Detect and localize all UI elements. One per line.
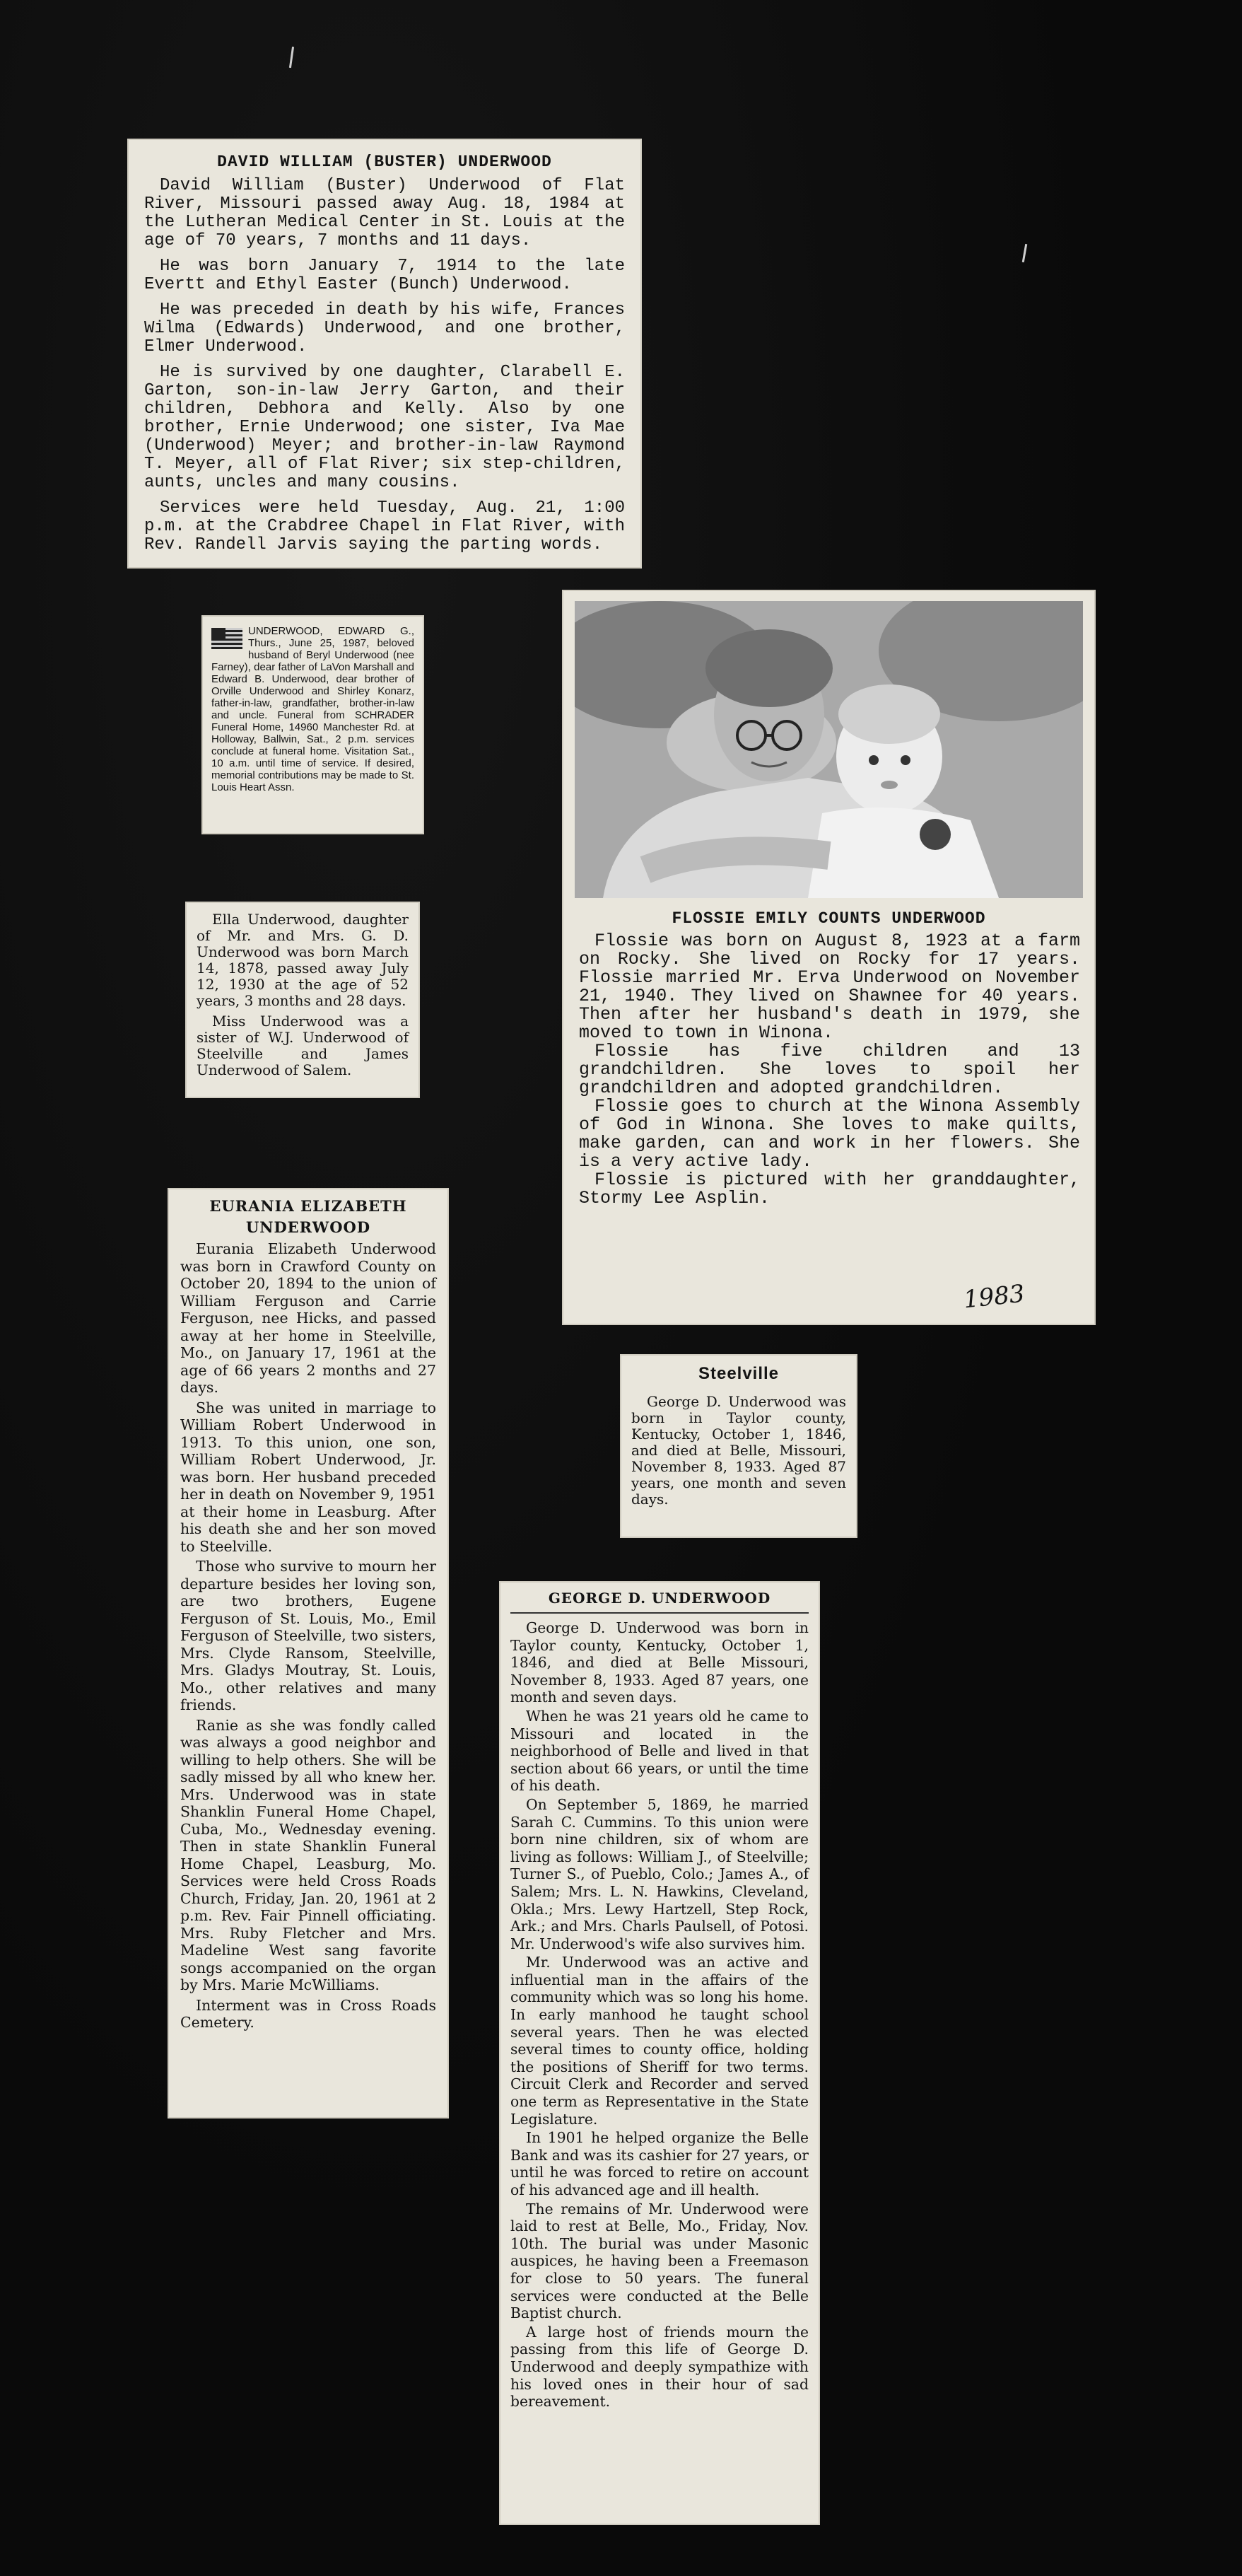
paragraph: He was preceded in death by his wife, Frances Wilma (Edwards) Underwood, and one brother, Elmer Underwood. — [144, 301, 625, 356]
notice-text: UNDERWOOD, EDWARD G., Thurs., June 25, 1987, beloved husband of Beryl Underwood (nee Farney), dear father of LaVon Marshall and Edward B. Underwood, dear brother of Orville Underwood and Shirley Konarz, father-in-law, grandfather, brother-in-law and uncle. Funeral from SCHRADER Funeral Home, 14960 Manchester Rd. at Holloway, Ballwin, Sat., 2 p.m. services conclude at funeral home. Visitation Sat., 10 a.m. until time of service. If desired, memorial contributions may be made to St. Louis Heart Assn. — [211, 625, 414, 793]
photo-woman-and-child — [575, 601, 1083, 898]
clipping-edward-underwood — [201, 615, 424, 834]
paragraph: Interment was in Cross Roads Cemetery. — [180, 1996, 436, 2031]
paragraph: On September 5, 1869, he married Sarah C. Cummins. To this union were born nine children, six of whom are living as follows: William J., of Steelville; Turner S., of Pueblo, Colo.; James A., of Salem; Mrs. L. N. Hawkins, Cleveland, Okla.; Mrs. Lewy Hartzell, Step Rock, Ark.; and Mrs. Charls Paulsell, of Potosi. Mr. Underwood's wife also survives him. — [510, 1795, 809, 1952]
clipping-steelville — [620, 1354, 857, 1538]
flag-icon — [211, 628, 242, 649]
photo-image — [575, 601, 1083, 898]
paragraph: Flossie has five children and 13 grandchildren. She loves to spoil her grandchildren and adopted grandchildren. — [579, 1041, 1080, 1098]
clipping-title-line-2: UNDERWOOD — [245, 1218, 371, 1236]
paragraph: George D. Underwood was born in Taylor county, Kentucky, October 1, 1846, and died at Belle, Missouri, November 8, 1933. Aged 87 years, one month and seven days. — [631, 1393, 846, 1508]
paragraph: Miss Underwood was a sister of W.J. Underwood of Steelville and James Underwood of Salem. — [197, 1013, 409, 1078]
divider — [510, 1612, 809, 1614]
paragraph: Flossie goes to church at the Winona Assembly of God in Winona. She loves to make quilts, make garden, can and work in her flowers. She is a very active lady. — [579, 1096, 1080, 1172]
film-scratch — [1022, 244, 1027, 262]
paragraph: Flossie is pictured with her granddaughter, Stormy Lee Asplin. — [579, 1170, 1080, 1208]
paragraph: Ranie as she was fondly called was always a good neighbor and willing to help others. She will be sadly missed by all who knew her. Mrs. Underwood was in state Shanklin Funeral Home Chapel, Cuba, Mo., Wednesday evening. Then in state Shanklin Funeral Home Chapel, Leasburg, Mo. Services were held Cross Roads Church, Friday, Jan. 20, 1961 at 2 p.m. Rev. Fair Pinnell officiating. Mrs. Ruby Fletcher and Mrs. Madeline West sang favorite songs accompanied on the organ by Mrs. Marie McWilliams. — [180, 1716, 436, 1993]
clipping-flossie-underwood — [562, 590, 1096, 1325]
clipping-title-line-1: EURANIA ELIZABETH — [209, 1197, 407, 1215]
paragraph: Ella Underwood, daughter of Mr. and Mrs. G. D. Underwood was born March 14, 1878, passed away July 12, 1930 at the age of 52 years, 3 months and 28 days. — [197, 911, 409, 1009]
clipping-title: Steelville — [698, 1364, 780, 1383]
paragraph: David William (Buster) Underwood of Flat River, Missouri passed away Aug. 18, 1984 at the Lutheran Medical Center in St. Louis at the age of 70 years, 7 months and 11 days. — [144, 176, 625, 250]
clipping-david-underwood — [127, 139, 642, 569]
clipping-george-underwood — [499, 1581, 820, 2525]
clipping-title: GEORGE D. UNDERWOOD — [548, 1590, 771, 1607]
paragraph: When he was 21 years old he came to Missouri and located in the neighborhood of Belle and lived in that section about 66 years, or until the time of his death. — [510, 1707, 809, 1795]
paragraph: Services were held Tuesday, Aug. 21, 1:00 p.m. at the Crabdree Chapel in Flat River, with Rev. Randell Jarvis saying the parting words. — [144, 499, 625, 554]
paragraph: Those who survive to mourn her departure besides her loving son, are two brothers, Eugene Ferguson of St. Louis, Mo., Emil Ferguson of Steelville, two sisters, Mrs. Clyde Ransom, Steelville, Mrs. Gladys Moutray, St. Louis, Mo., other relatives and many friends. — [180, 1558, 436, 1713]
clipping-title: FLOSSIE EMILY COUNTS UNDERWOOD — [672, 909, 986, 928]
clipping-ella-underwood — [185, 902, 420, 1098]
paragraph: She was united in marriage to William Robert Underwood in 1913. To this union, one son, William Robert Underwood, Jr. was born. Her husband preceded her in death on November 9, 1951 at their home in Leasburg. After his death she and her son moved to Steelville. — [180, 1399, 436, 1555]
handwritten-year: 1983 — [962, 1279, 1026, 1315]
paragraph: Mr. Underwood was an active and influential man in the affairs of the community which was so long his home. In early manhood he taught school several years. Then he was elected several times to county office, holding the positions of Sheriff for two terms. Circuit Clerk and Recorder and served one term as Representative in the State Legislature. — [510, 1954, 809, 2128]
paragraph: Eurania Elizabeth Underwood was born in Crawford County on October 20, 1894 to the union of William Ferguson and Carrie Ferguson, nee Hicks, and passed away at her home in Steelville, Mo., on January 17, 1961 at the age of 66 years 2 months and 27 days. — [180, 1240, 436, 1396]
paragraph: The remains of Mr. Underwood were laid to rest at Belle, Mo., Friday, Nov. 10th. The burial was under Masonic auspices, he having been a Freemason for close to 50 years. The funeral services were conducted at the Belle Baptist church. — [510, 2200, 809, 2322]
clipping-title: DAVID WILLIAM (BUSTER) UNDERWOOD — [217, 153, 552, 171]
paragraph: He was born January 7, 1914 to the late Evertt and Ethyl Easter (Bunch) Underwood. — [144, 257, 625, 294]
paragraph: He is survived by one daughter, Clarabell E. Garton, son-in-law Jerry Garton, and their children, Debhora and Kelly. Also by one brother, Ernie Underwood; one sister, Iva Mae (Underwood) Meyer; and brother-in-law Raymond T. Meyer, all of Flat River; six step-children, aunts, uncles and many cousins. — [144, 363, 625, 492]
paragraph: George D. Underwood was born in Taylor county, Kentucky, October 1, 1846, and died at Belle Missouri, November 8, 1933. Aged 87 years, one month and seven days. — [510, 1619, 809, 1706]
paragraph: In 1901 he helped organize the Belle Bank and was its cashier for 27 years, or until he was forced to retire on account of his advanced age and ill health. — [510, 2129, 809, 2198]
paragraph: A large host of friends mourn the passing from this life of George D. Underwood and deeply sympathize with his loved ones in their hour of sad bereavement. — [510, 2323, 809, 2411]
paragraph: Flossie was born on August 8, 1923 at a farm on Rocky. She lived on Rocky for 17 years. Flossie married Mr. Erva Underwood on November 21, 1940. They lived on Shawnee for 40 years. Then after her husband's death in 1979, she moved to town in Winona. — [579, 931, 1080, 1043]
film-scratch — [289, 47, 294, 68]
clipping-eurania-underwood — [168, 1188, 449, 2119]
